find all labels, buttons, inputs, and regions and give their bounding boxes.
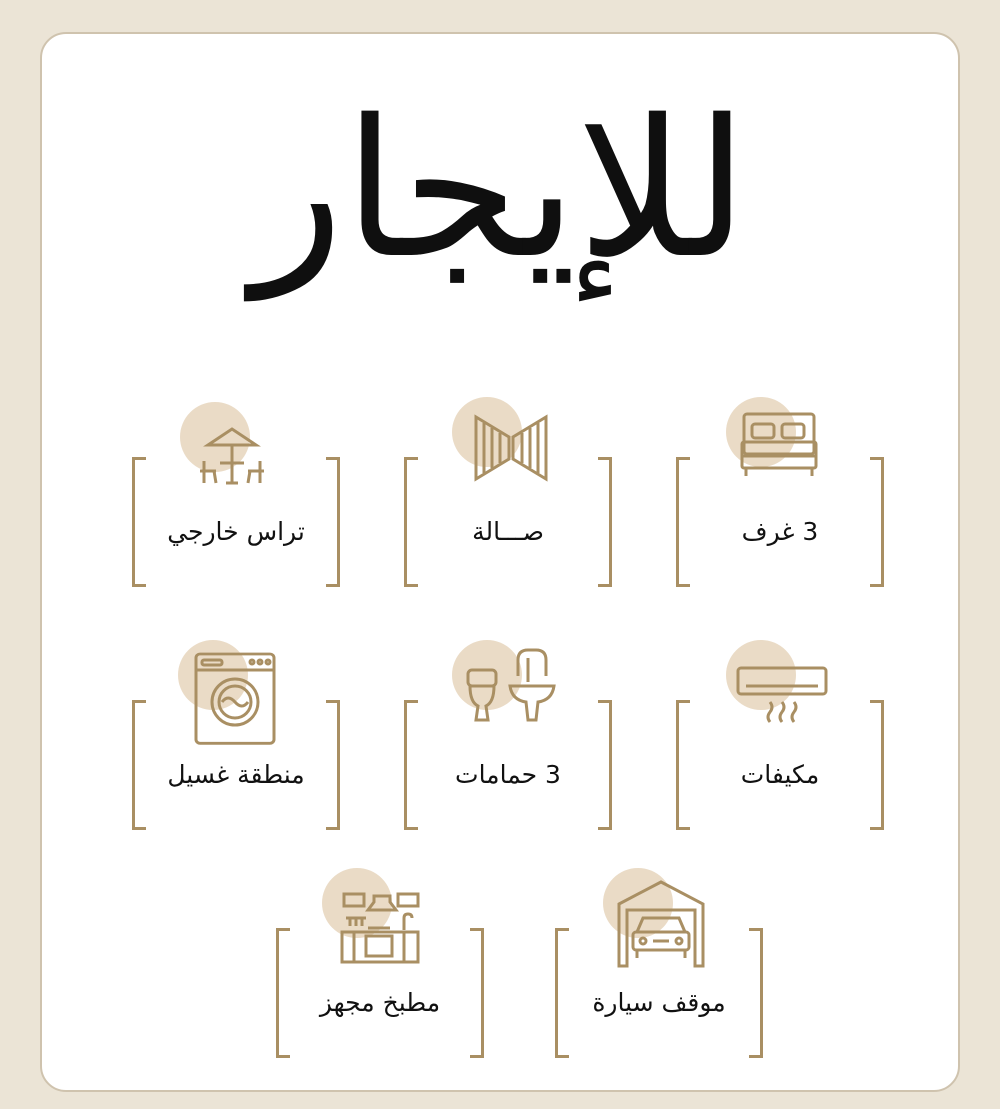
feature-bathrooms xyxy=(404,700,612,830)
feature-parking xyxy=(555,928,763,1058)
for-rent-title: للإيجار xyxy=(251,79,749,300)
feature-terrace xyxy=(132,457,340,587)
feature-label: منطقة غسيل xyxy=(167,760,305,789)
feature-kitchen xyxy=(276,928,484,1058)
hall-arch-icon xyxy=(464,415,564,495)
feature-label: مكيفات xyxy=(740,760,820,789)
toilet-sink-icon xyxy=(466,648,566,728)
kitchen-icon xyxy=(342,894,442,974)
feature-label: مطبخ مجهز xyxy=(319,988,441,1017)
feature-label: تراس خارجي xyxy=(167,517,305,546)
feature-label: 3 غرف xyxy=(741,517,819,546)
feature-rooms xyxy=(676,457,884,587)
feature-air-conditioners xyxy=(676,700,884,830)
washing-machine-icon xyxy=(194,654,294,734)
air-conditioner-icon xyxy=(736,666,836,746)
feature-label: 3 حمامات xyxy=(455,760,561,789)
feature-label: موقف سيارة xyxy=(592,988,726,1017)
feature-laundry xyxy=(132,700,340,830)
bed-icon xyxy=(738,412,838,492)
outdoor-terrace-icon xyxy=(190,427,290,507)
feature-hall xyxy=(404,457,612,587)
feature-label: صـــالة xyxy=(472,517,544,546)
garage-car-icon xyxy=(617,882,717,962)
